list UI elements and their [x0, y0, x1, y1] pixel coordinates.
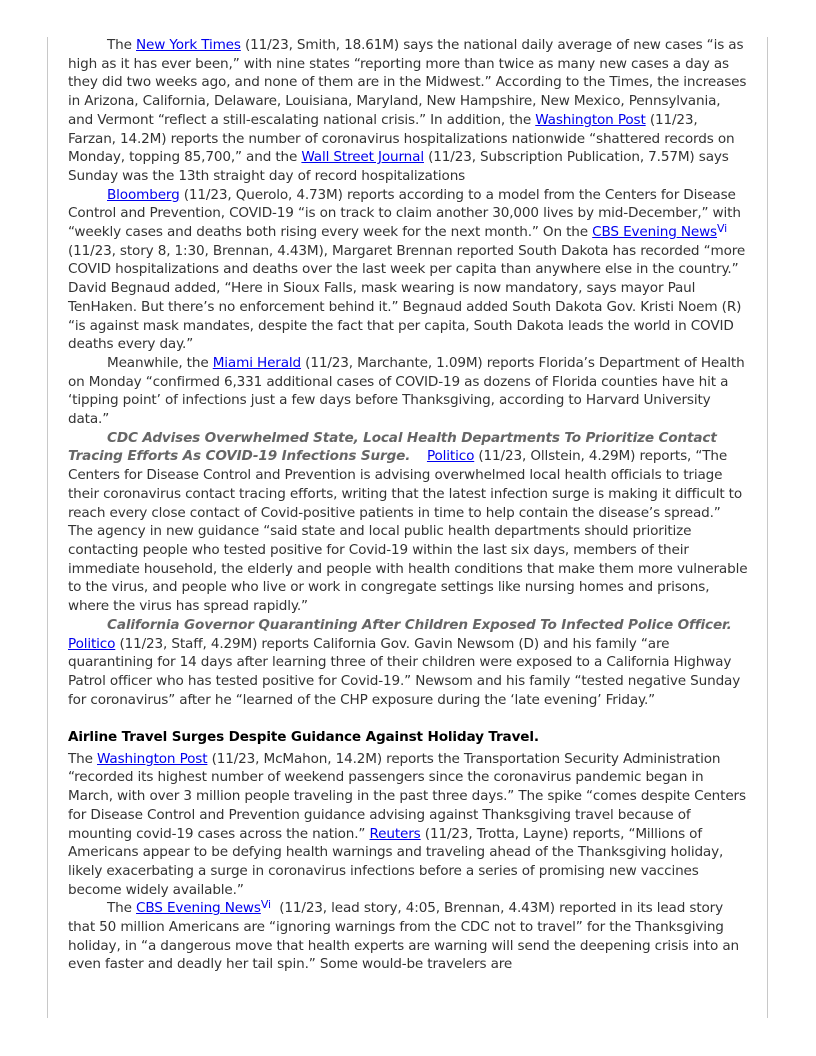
link-miami-herald[interactable]: Miami Herald: [212, 354, 302, 371]
story-headline: CDC Advises Overwhelmed State, Local Health Departments To Prioritize Contact Tracing Efforts As COVID-19 Infections Surge.: [68, 429, 717, 465]
video-indicator-icon[interactable]: Vi: [716, 222, 728, 236]
link-bloomberg[interactable]: Bloomberg: [107, 186, 180, 203]
text: The: [107, 900, 137, 917]
text: The: [68, 750, 98, 767]
text: (11/23, Subscription Publication, 7.57M) says Sunday was the 13th straight day of record hospitalizations: [68, 149, 729, 184]
link-cbs-evening-news[interactable]: CBS Evening News: [136, 900, 261, 917]
link-new-york-times[interactable]: New York Times: [136, 37, 241, 53]
document-body: [68, 36, 748, 974]
link-washington-post[interactable]: Washington Post: [535, 111, 646, 128]
section-title: Airline Travel Surges Despite Guidance Against Holiday Travel.: [68, 729, 539, 745]
text: (11/23, Ollstein, 4.29M) reports, “The Centers for Disease Control and Prevention is advising overwhelmed local health officials to triage their coronavirus contact tracing efforts, writing that the latest infection surge is making it difficult to reach every close contact of Covid-positive patients in time to help contain the disease’s spread.” The agency in new guidance “said state and local public health departments should prioritize contacting people who tested positive for Covid-19 within the last six days, members of their immediate household, the elderly and people with health conditions that make them more vulnerable to the virus, and people who live or work in congregate settings like nursing homes and prisons, where the virus has spread rapidly.”: [68, 448, 748, 615]
story-headline: California Governor Quarantining After Children Exposed To Infected Police Officer.: [107, 616, 732, 633]
paragraph-nyt: [68, 36, 748, 186]
paragraph-tsa-travel: [68, 750, 748, 900]
link-politico[interactable]: Politico: [426, 448, 475, 465]
link-politico[interactable]: Politico: [68, 635, 116, 652]
text: Meanwhile, the: [107, 354, 213, 371]
text: (11/23, lead story, 4:05, Brennan, 4.43M) reported in its lead story that 50 million Americans are “ignoring warnings from the CDC not to travel” for the Thanksgiving holiday, in “a dangerous move that health experts are warning will send the deepening crisis into an even faster and deadly her tail spin.” Some would-be travelers are: [68, 900, 744, 973]
text: (11/23, Trotta, Layne) reports, “Millions of Americans appear to be defying health warnings and traveling ahead of the Thanksgiving holiday, likely exacerbating a surge in coronavirus infections before a series of promising new vaccines become widely available.”: [68, 825, 724, 898]
paragraph-cdc-contact-tracing: [68, 429, 748, 616]
video-indicator-icon[interactable]: Vi: [260, 898, 271, 912]
paragraph-bloomberg: [68, 186, 748, 354]
text: (11/23, story 8, 1:30, Brennan, 4.43M), Margaret Brennan reported South Dakota has recorded “more COVID hospitalizations and deaths over the last week per capita than anywhere else in the country.” David Begnaud added, “Here in Sioux Falls, mask wearing is now mandatory, says mayor Paul TenHaken. But there’s no enforcement behind it.” Begnaud added South Dakota Gov. Kristi Noem (R) “is against mask mandates, despite the fact that per capita, South Dakota leads the world in COVID deaths every day.”: [68, 224, 750, 353]
link-reuters[interactable]: Reuters: [369, 825, 421, 842]
text: (11/23, Querolo, 4.73M) reports according to a model from the Centers for Disease Control and Prevention, COVID-19 “is on track to claim another 30,000 lives by mid-December,” with “weekly cases and deaths both rising every week for the next month.” On the: [68, 186, 741, 241]
paragraph-newsom-quarantine: [68, 616, 748, 710]
text: (11/23, Smith, 18.61M) says the national daily average of new cases “is as high as it has ever been,” with nine states “reporting more than twice as many new cases a day as they did two weeks ago, and none of them are in the Midwest.” According to the Times, the increases in Arizona, California, Delaware, Louisiana, Maryland, New Hampshire, New Mexico, Pennsylvania, and Vermont “reflect a still-escalating national crisis.” In addition, the: [68, 37, 747, 128]
link-washington-post[interactable]: Washington Post: [97, 750, 208, 767]
text: (11/23, Farzan, 14.2M) reports the number of coronavirus hospitalizations nationwide “shattered records on Monday, topping 85,700,” and the: [68, 111, 735, 166]
paragraph-cbs-travel: [68, 899, 748, 974]
paragraph-miami-herald: [68, 354, 748, 429]
text: (11/23, Staff, 4.29M) reports California Gov. Gavin Newsom (D) and his family “are quarantining for 14 days after learning three of their children were exposed to a California Highway Patrol officer who has tested positive for Covid-19.” Newsom and his family “tested negative Sunday for coronavirus” after he “learned of the CHP exposure during the ‘late evening’ Friday.”: [68, 635, 741, 708]
text: The: [107, 37, 137, 53]
text: (11/23, McMahon, 14.2M) reports the Transportation Security Administration “recorded its highest number of weekend passengers since the coronavirus pandemic began in March, with over 3 million people traveling in the past three days.” The spike “comes despite Centers for Disease Control and Prevention guidance advising against Thanksgiving travel because of mounting covid-19 cases across the nation.”: [68, 750, 746, 842]
text: (11/23, Marchante, 1.09M) reports Florida’s Department of Health on Monday “confirmed 6,331 additional cases of COVID-19 as dozens of Florida counties have hit a ‘tipping point’ of infections just a few days before Thanksgiving, according to Harvard University data.”: [68, 354, 745, 428]
link-wall-street-journal[interactable]: Wall Street Journal: [301, 149, 424, 166]
link-cbs-evening-news[interactable]: CBS Evening News: [592, 224, 717, 241]
